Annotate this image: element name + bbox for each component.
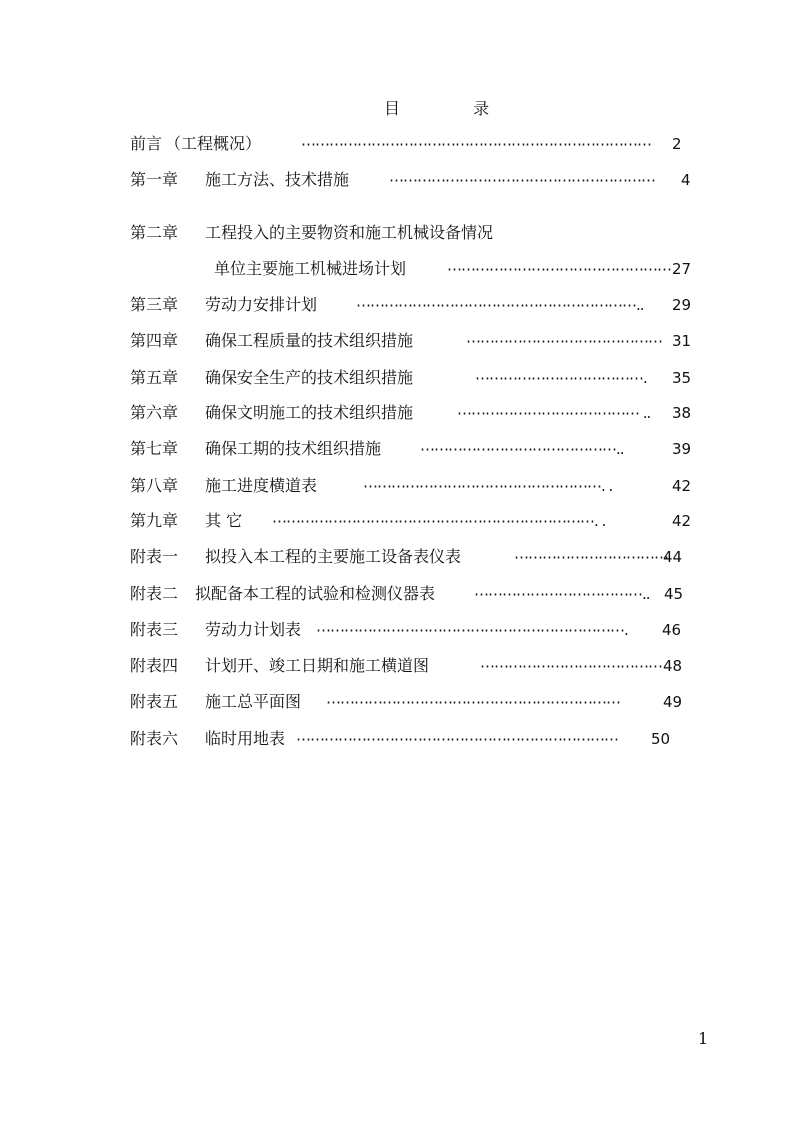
entry-title: 施工总平面图 (205, 692, 302, 711)
entry-chapter: 附表六 (130, 729, 179, 748)
entry-page-number: 29 (672, 296, 692, 314)
entry-chapter: 第九章 (130, 511, 179, 530)
page-number: 1 (698, 1029, 709, 1048)
entry-leader-dots: ⋯⋯⋯⋯⋯⋯⋯⋯⋯⋯⋯⋯⋯ .. (457, 404, 651, 422)
entry-title: （工程概况） (165, 134, 262, 153)
entry-page-number: 35 (672, 369, 692, 387)
entry-title: 工程投入的主要物资和施工机械设备情况 (205, 223, 494, 242)
entry-chapter: 第一章 (130, 170, 179, 189)
entry-chapter: 附表二 (130, 584, 179, 603)
entry-page-number: 27 (672, 260, 692, 278)
entry-title: 劳动力安排计划 (205, 295, 318, 314)
entry-leader-dots: ⋯⋯⋯⋯⋯⋯⋯⋯⋯⋯⋯⋯⋯⋯ (466, 332, 662, 350)
entry-chapter: 第四章 (130, 331, 179, 350)
entry-title: 临时用地表 (205, 729, 286, 748)
entry-chapter: 第八章 (130, 476, 179, 495)
entry-page-number: 44 (663, 548, 683, 566)
entry-chapter: 附表五 (130, 692, 179, 711)
entry-chapter: 附表四 (130, 656, 179, 675)
entry-leader-dots: ⋯⋯⋯⋯⋯⋯⋯⋯⋯⋯⋯⋯⋯⋯⋯⋯⋯⋯⋯⋯⋯⋯⋯ (296, 730, 618, 748)
entry-page-number: 49 (663, 693, 683, 711)
entry-chapter: 附表一 (130, 547, 179, 566)
entry-title: 拟配备本工程的试验和检测仪器表 (195, 584, 436, 603)
entry-title: 确保安全生产的技术组织措施 (205, 368, 414, 387)
entry-page-number: 38 (672, 404, 692, 422)
entry-chapter: 第二章 (130, 223, 179, 242)
entry-page-number: 2 (672, 135, 682, 153)
entry-leader-dots: ⋯⋯⋯⋯⋯⋯⋯⋯⋯⋯⋯⋯⋯⋯⋯⋯⋯⋯⋯⋯⋯⋯. (316, 621, 628, 639)
entry-leader-dots: ⋯⋯⋯⋯⋯⋯⋯⋯⋯⋯⋯⋯.. (474, 585, 650, 603)
entry-title: 确保工程质量的技术组织措施 (205, 331, 414, 350)
entry-leader-dots: ⋯⋯⋯⋯⋯⋯⋯⋯⋯⋯⋯⋯⋯⋯.. (420, 440, 624, 458)
entry-title: 劳动力计划表 (205, 620, 302, 639)
entry-leader-dots: ⋯⋯⋯⋯⋯⋯⋯⋯⋯⋯⋯⋯⋯⋯⋯⋯⋯⋯⋯⋯⋯⋯⋯. . (272, 512, 606, 530)
entry-title: 单位主要施工机械进场计划 (214, 259, 407, 278)
entry-leader-dots: ⋯⋯⋯⋯⋯⋯⋯⋯⋯⋯⋯⋯⋯⋯⋯⋯⋯⋯⋯ (389, 171, 655, 189)
entry-page-number: 45 (664, 585, 684, 603)
entry-title: 施工进度横道表 (205, 476, 318, 495)
entry-title: 计划开、竣工日期和施工横道图 (205, 656, 430, 675)
entry-page-number: 48 (663, 657, 683, 675)
entry-chapter: 第七章 (130, 439, 179, 458)
entry-title: 施工方法、技术措施 (205, 170, 350, 189)
entry-leader-dots: ⋯⋯⋯⋯⋯⋯⋯⋯⋯⋯⋯⋯⋯⋯⋯⋯⋯. . (363, 477, 613, 495)
entry-leader-dots: ⋯⋯⋯⋯⋯⋯⋯⋯⋯⋯⋯⋯⋯⋯⋯⋯⋯⋯⋯⋯⋯⋯⋯⋯⋯ (301, 135, 651, 153)
entry-page-number: 42 (672, 512, 692, 530)
entry-page-number: 4 (681, 171, 691, 189)
entry-page-number: 46 (662, 621, 682, 639)
entry-title: 确保文明施工的技术组织措施 (205, 403, 414, 422)
entry-chapter: 附表三 (130, 620, 179, 639)
entry-chapter: 第三章 (130, 295, 179, 314)
entry-title: 确保工期的技术组织措施 (205, 439, 382, 458)
entry-page-number: 50 (651, 730, 671, 748)
entry-leader-dots: ⋯⋯⋯⋯⋯⋯⋯⋯⋯⋯⋯⋯⋯ (480, 657, 662, 675)
entry-leader-dots: ⋯⋯⋯⋯⋯⋯⋯⋯⋯⋯⋯⋯⋯⋯⋯⋯⋯⋯⋯⋯⋯ (326, 693, 620, 711)
entry-page-number: 31 (672, 332, 692, 350)
entry-chapter: 前言 (130, 134, 163, 153)
entry-leader-dots: ⋯⋯⋯⋯⋯⋯⋯⋯⋯⋯⋯⋯⋯⋯⋯⋯ (447, 260, 671, 278)
entry-leader-dots: ⋯⋯⋯⋯⋯⋯⋯⋯⋯⋯⋯⋯⋯⋯⋯⋯⋯⋯⋯⋯.. (356, 296, 644, 314)
toc-title: 目 录 (384, 99, 524, 118)
entry-chapter: 第六章 (130, 403, 179, 422)
entry-chapter: 第五章 (130, 368, 179, 387)
entry-leader-dots: ⋯⋯⋯⋯⋯⋯⋯⋯⋯⋯⋯⋯. (475, 369, 647, 387)
entry-leader-dots: ⋯⋯⋯⋯⋯⋯⋯⋯⋯⋯⋯ (514, 548, 668, 566)
entry-title: 其 它 (205, 511, 243, 530)
entry-page-number: 42 (672, 477, 692, 495)
entry-page-number: 39 (672, 440, 692, 458)
entry-title: 拟投入本工程的主要施工设备表仪表 (205, 547, 462, 566)
